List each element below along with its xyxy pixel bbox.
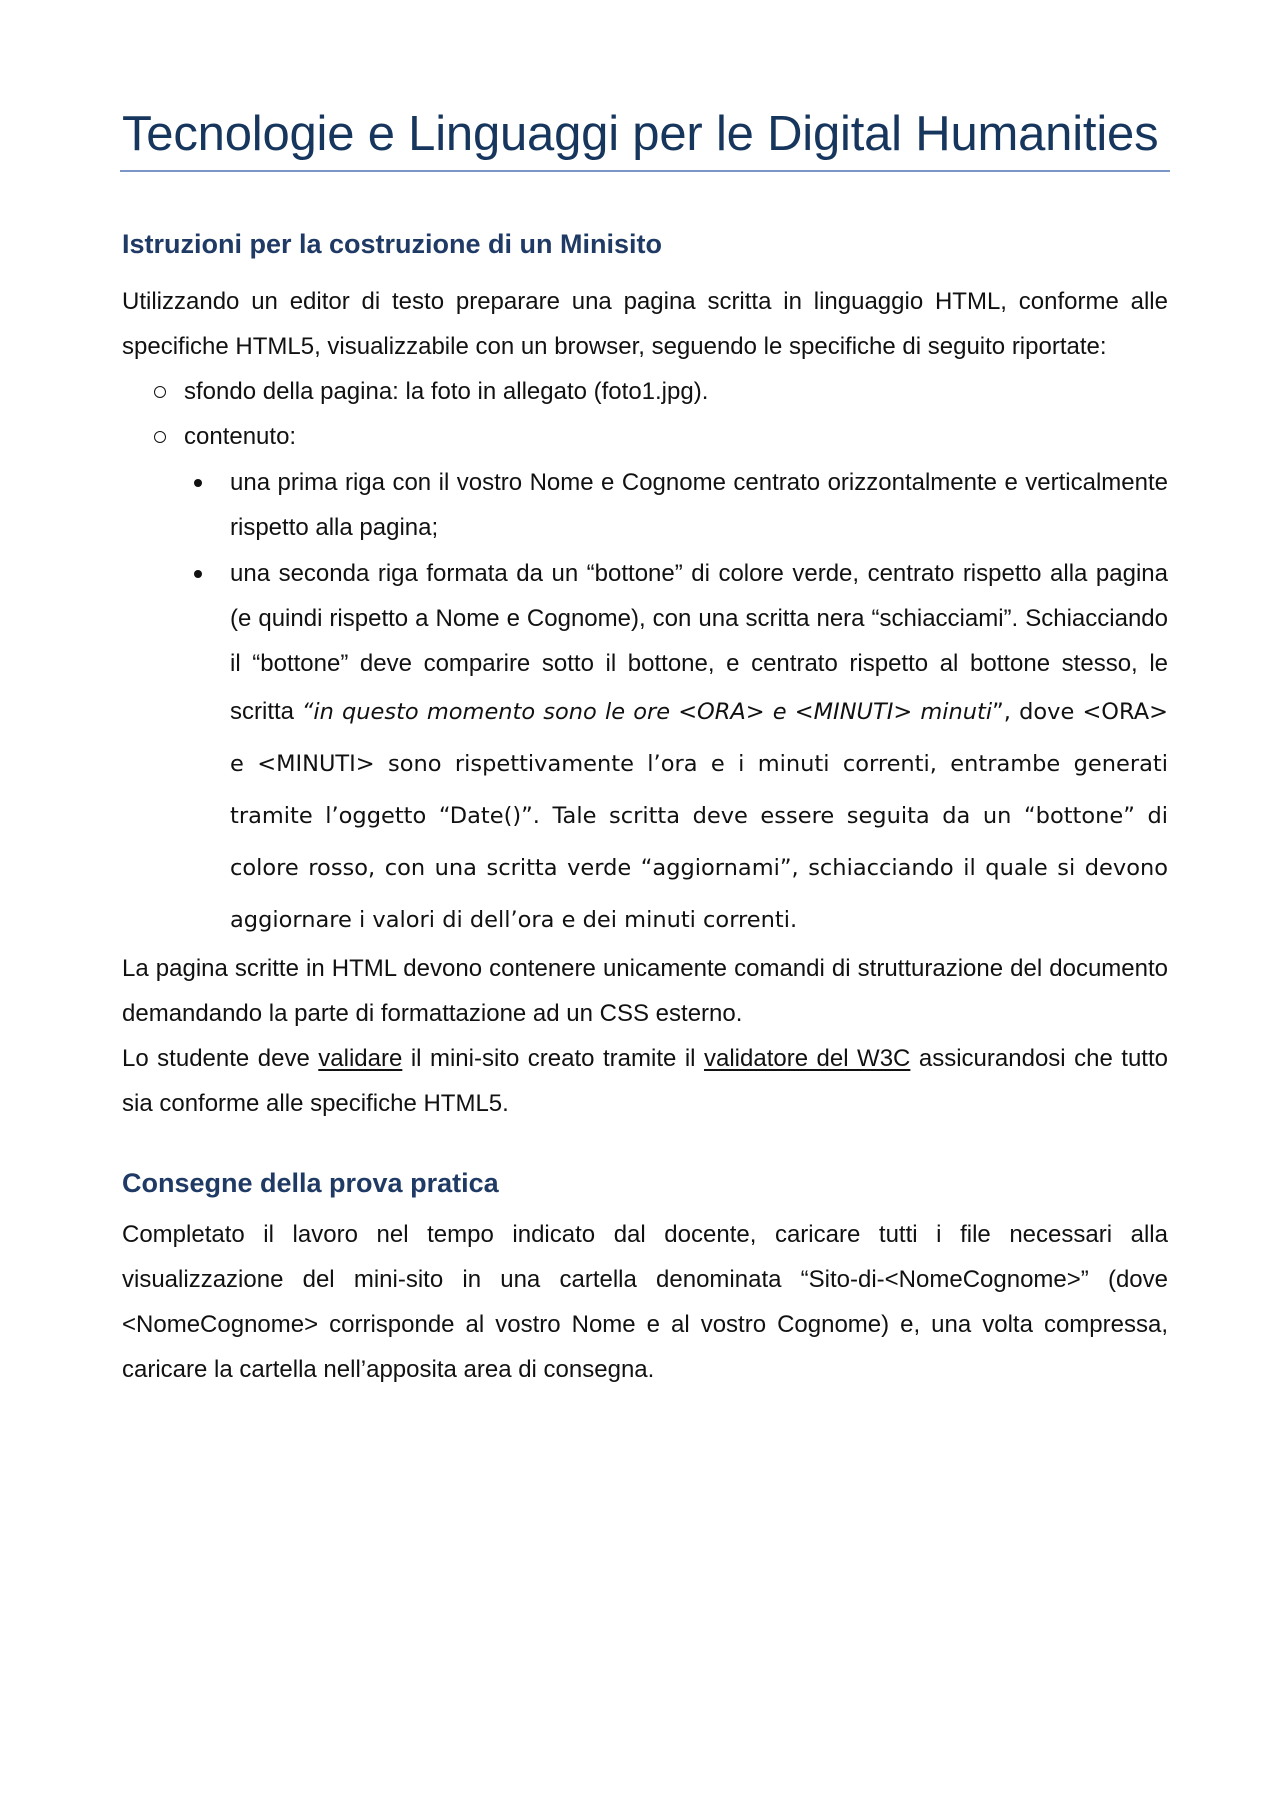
w3c-validator-link[interactable]: validatore del W3C <box>703 1045 911 1072</box>
content-sublist-item-text-part1: una seconda riga formata da un “bottone” di colore verde, centrato rispetto alla pagina (e quindi rispetto a Nome e Cognome), con una scritta nera “schiacciami”. Schiacciando il “bottone” deve comparire sotto il bottone, e centrato rispetto al bottone stesso, le scritta <box>230 560 1168 725</box>
content-sublist-item-second-row <box>122 551 1168 946</box>
italic-phrase: “in questo momento sono le ore <ORA> e <MINUTI> minuti <box>301 699 993 725</box>
specs-list-item-text: contenuto: <box>184 423 297 450</box>
content-sublist-item-text-part2: ”, dove <ORA> e <MINUTI> sono rispettivamente l’ora e i minuti correnti, entrambe generati tramite l’oggetto “Date()”. Tale scritta deve essere seguita da un “bottone” di colore rosso, con una scritta verde “aggiornami”, schiacciando il quale si devono aggiornare i valori di dell’ora e dei minuti correnti. <box>230 699 1168 933</box>
validation-text-middle: il mini-sito creato tramite il <box>402 1045 704 1072</box>
validare-link[interactable]: validare <box>318 1045 403 1072</box>
disc-bullet-icon <box>194 479 202 487</box>
intro-paragraph: Utilizzando un editor di testo preparare una pagina scritta in linguaggio HTML, conforme alle specifiche HTML5, visualizzabile con un browser, seguendo le specifiche di seguito riportate: <box>122 288 1168 360</box>
circle-bullet-icon <box>154 386 166 398</box>
content-sublist-item-serif-part <box>230 699 1168 933</box>
validation-text-before: Lo studente deve <box>122 1045 319 1072</box>
validation-text-after: assicurandosi che tutto sia conforme alle specifiche HTML5. <box>122 1045 1168 1117</box>
content-sublist-item-first-row <box>122 460 1168 550</box>
specs-list-item-content <box>122 414 1168 946</box>
specs-list <box>122 369 1168 946</box>
document-title: Tecnologie e Linguaggi per le Digital Humanities <box>122 107 1159 161</box>
delivery-paragraph: Completato il lavoro nel tempo indicato dal docente, caricare tutti i file necessari alla visualizzazione del mini-sito in una cartella denominata “Sito-di-<NomeCognome>” (dove <NomeCognome> corrisponde al vostro Nome e al vostro Cognome) e, una volta compressa, caricare la cartella nell’apposita area di consegna. <box>122 1221 1168 1383</box>
closing-paragraph-validation <box>122 1036 1168 1126</box>
closing-paragraph-css: La pagina scritte in HTML devono contenere unicamente comandi di strutturazione del documento demandando la parte di formattazione ad un CSS esterno. <box>122 955 1168 1027</box>
content-sublist <box>184 460 1168 946</box>
specs-list-item-background <box>122 369 1168 414</box>
specs-list-item-text: sfondo della pagina: la foto in allegato (foto1.jpg). <box>184 378 709 405</box>
document-page <box>122 0 1168 1392</box>
disc-bullet-icon <box>194 570 202 578</box>
section-heading-instructions: Istruzioni per la costruzione di un Minisito <box>122 229 663 259</box>
circle-bullet-icon <box>154 431 166 443</box>
title-underline-rule <box>120 170 1170 172</box>
content-sublist-item-text: una prima riga con il vostro Nome e Cognome centrato orizzontalmente e verticalmente rispetto alla pagina; <box>230 469 1168 541</box>
section-heading-delivery: Consegne della prova pratica <box>122 1168 499 1198</box>
